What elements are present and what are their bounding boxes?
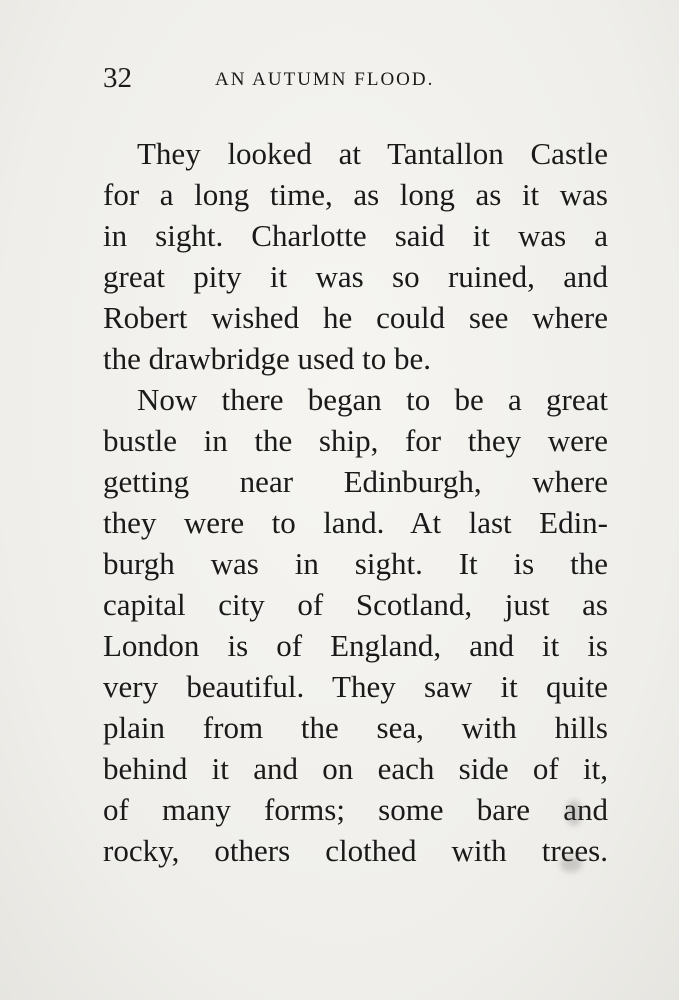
- text-line: they were to land. At last Edin-: [103, 505, 608, 540]
- text-line: London is of England, and it is: [103, 628, 608, 663]
- ink-smudge: [566, 800, 582, 826]
- text-line: capital city of Scotland, just as: [103, 587, 608, 622]
- text-line: behind it and on each side of it,: [103, 751, 608, 786]
- text-line: getting near Edinburgh, where: [103, 464, 608, 499]
- text-line: They looked at Tantallon Castle: [137, 136, 608, 171]
- text-line: the drawbridge used to be.: [103, 341, 431, 376]
- text-line: of many forms; some bare and: [103, 792, 608, 827]
- body-text: [103, 133, 608, 871]
- text-line: Now there began to be a great: [137, 382, 608, 417]
- text-line: Robert wished he could see where: [103, 300, 608, 335]
- running-title: AN AUTUMN FLOOD.: [215, 69, 435, 90]
- text-line: great pity it was so ruined, and: [103, 259, 608, 294]
- page-number: 32: [103, 62, 132, 94]
- ink-smudge: [560, 856, 582, 872]
- text-line: plain from the sea, with hills: [103, 710, 608, 745]
- page-header: [103, 60, 608, 96]
- text-line: rocky, others clothed with trees.: [103, 833, 608, 868]
- text-line: very beautiful. They saw it quite: [103, 669, 608, 704]
- text-line: bustle in the ship, for they were: [103, 423, 608, 458]
- text-line: burgh was in sight. It is the: [103, 546, 608, 581]
- text-line: for a long time, as long as it was: [103, 177, 608, 212]
- text-line: in sight. Charlotte said it was a: [103, 218, 608, 253]
